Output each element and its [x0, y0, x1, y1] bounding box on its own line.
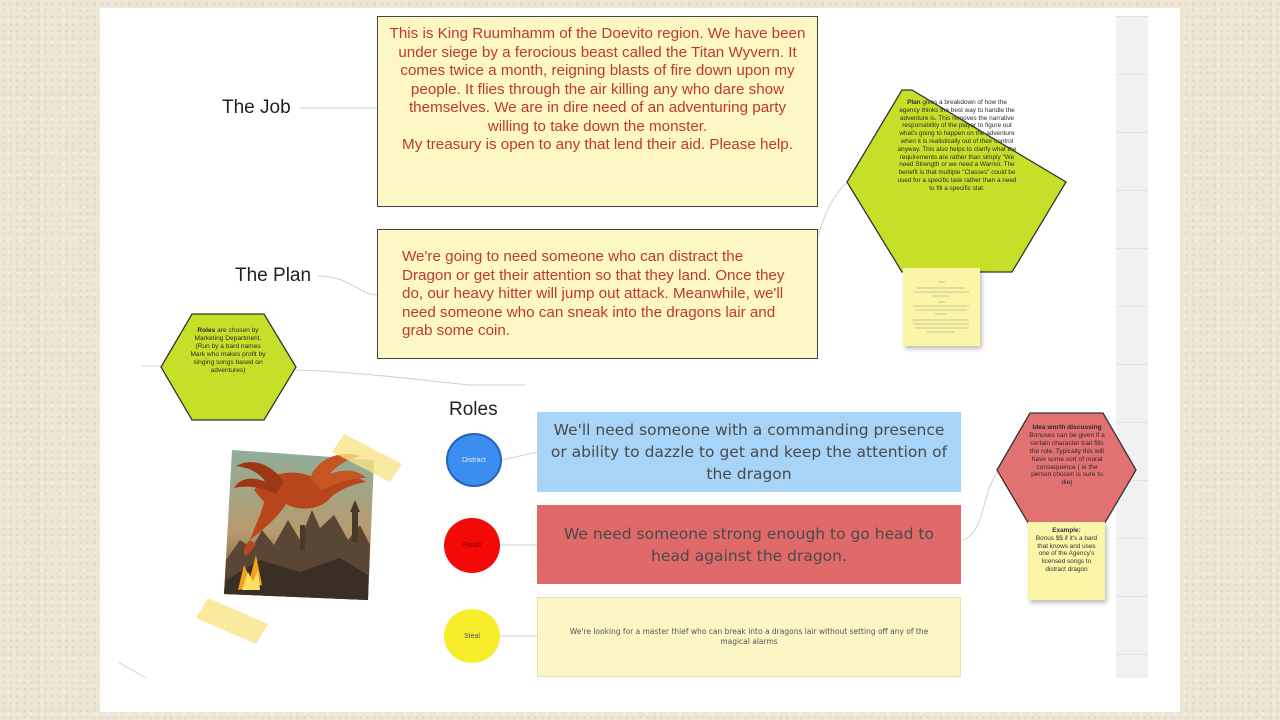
plan-hexagon-text — [896, 99, 1018, 193]
roles-heading: Roles — [449, 399, 498, 420]
plan-hexagon-body: gives a breakdown of how the agency thinks the best way to handle the adventure is. This removes the narrative responsibility of the player to figure out what's going to happen on the adventure when it is realistically out of their control anyway. This also helps to clarify what the requirements are rather than simply "We need Strength or we need a Warrior. The benefit is that multiple "Classes" could be used for a specific task rather than a need to fill a specific stat. — [897, 99, 1017, 192]
tape-bottom — [196, 598, 268, 644]
plan-text: We're going to need someone who can distract the Dragon or get their attention so that they land. Once they do, our heavy hitter will jump out attack. Meanwhile, we'll need someone who can sneak into the dragons lair and grab some coin. — [402, 248, 785, 339]
roles-hexagon-body: are chosen by Marketing Department. (Run by a bard names Mark who makes profit by singing songs based on adventures) — [190, 327, 266, 374]
idea-hexagon-text — [1027, 424, 1107, 487]
dragon-illustration — [224, 450, 374, 600]
idea-hexagon-bold: Idea worth discussing — [1032, 424, 1102, 431]
plan-sticky-note[interactable] — [903, 268, 980, 346]
distract-role-text: We'll need someone with a commanding presence or ability to dazzle to get and keep the attention of the dragon — [550, 421, 948, 483]
punch-role-box[interactable] — [537, 505, 961, 584]
example-sticky-body: Bonus $$ if it's a bard that knows and uses one of the Agency's licensed songs to distract dragon — [1035, 534, 1098, 573]
steal-role-box[interactable] — [537, 597, 961, 677]
job-note[interactable] — [377, 16, 818, 207]
sticky-scribble — [903, 276, 980, 336]
plan-hexagon-bold: Plan — [907, 99, 921, 106]
distract-circle[interactable]: Distract — [446, 433, 502, 487]
plan-heading: The Plan — [235, 265, 312, 286]
steal-role-text: We're looking for a master thief who can break into a dragons lair without setting off any of the magical alarms — [569, 627, 929, 646]
punch-role-text: We need someone strong enough to go head to head against the dragon. — [564, 524, 934, 565]
job-text: This is King Ruumhamm of the Doevito region. We have been under siege by a ferocious beast called the Titan Wyvern. It comes twice a month, reigning blasts of fire down upon my people. It flies through the air killing any who dare show themselves. We are in dire need of an adventuring party willing to take down the monster. — [389, 25, 806, 135]
distract-role-box[interactable] — [537, 412, 961, 492]
example-sticky-note[interactable] — [1028, 522, 1105, 600]
roles-hexagon-bold: Roles — [197, 327, 216, 334]
job-heading: The Job — [222, 97, 291, 118]
roles-hexagon-text — [190, 327, 266, 374]
example-sticky-bold: Example: — [1052, 527, 1081, 534]
job-text-2: My treasury is open to any that lend their aid. Please help. — [402, 136, 793, 153]
idea-hexagon-body: Bonuses can be given if a certain character trait fills the role. Typically this will have some sort of moral consequence ( ie the person chosen is sure to die) — [1029, 431, 1105, 487]
steal-circle[interactable]: Steal — [444, 609, 500, 663]
plan-note[interactable] — [377, 229, 818, 359]
punch-circle[interactable]: Punch — [444, 518, 500, 573]
